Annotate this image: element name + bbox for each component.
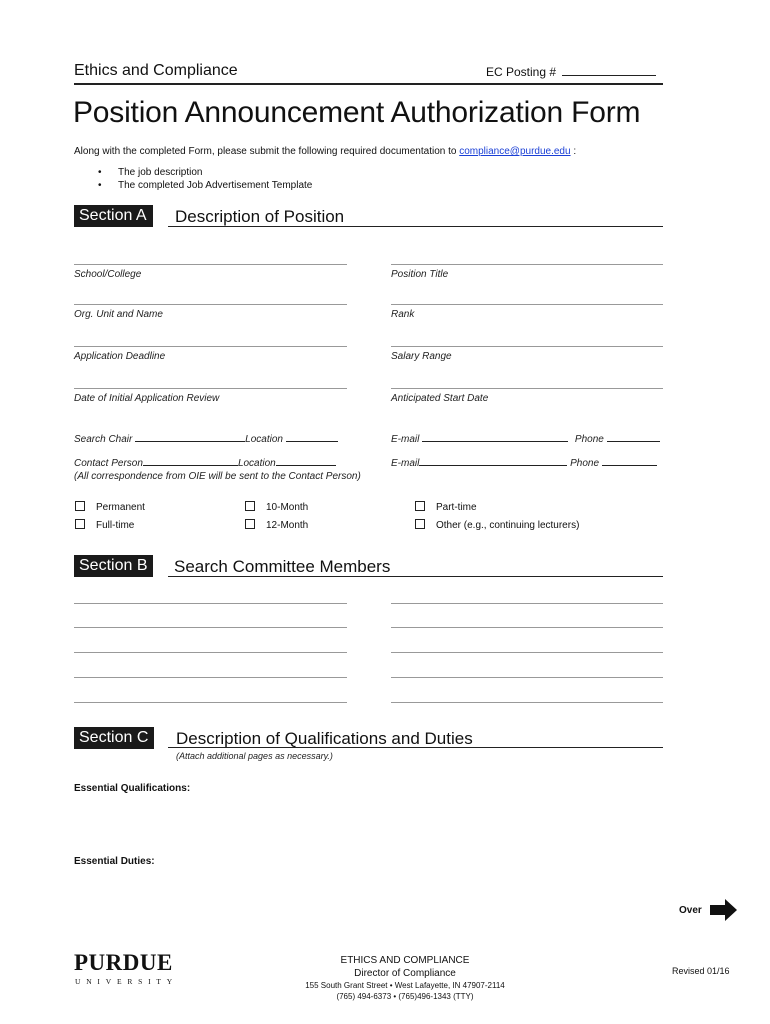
ec-posting-field[interactable] — [486, 65, 656, 79]
contact-email-label: E-mail — [391, 458, 420, 469]
school-college-label: School/College — [74, 269, 142, 280]
search-chair-location-blank[interactable] — [286, 431, 338, 442]
salary-range-line[interactable] — [391, 346, 663, 347]
search-chair-row[interactable] — [74, 431, 338, 445]
contact-phone-label: Phone — [570, 458, 600, 469]
ec-posting-label: EC Posting # — [486, 65, 557, 79]
over-label: Over — [679, 905, 702, 916]
footer-office: ETHICS AND COMPLIANCE — [340, 955, 470, 966]
search-chair-location-label: Location — [245, 434, 283, 445]
essential-qualifications-label: Essential Qualifications: — [74, 783, 191, 794]
contact-person-contact-row[interactable] — [391, 455, 657, 469]
committee-member-line[interactable] — [74, 677, 347, 678]
search-chair-phone-label: Phone — [574, 434, 604, 445]
committee-member-line[interactable] — [391, 627, 663, 628]
search-chair-blank[interactable] — [135, 431, 245, 442]
correspondence-note: (All correspondence from OIE will be sent to the Contact Person) — [74, 471, 361, 482]
other-checkbox[interactable] — [415, 519, 425, 529]
purdue-logo: PURDUE — [74, 950, 173, 975]
part-time-checkbox[interactable] — [415, 501, 425, 511]
purdue-logo-sub: UNIVERSITY — [75, 977, 178, 986]
position-title-label: Position Title — [391, 269, 449, 280]
committee-member-line[interactable] — [391, 603, 663, 604]
full-time-label: Full-time — [96, 520, 135, 531]
org-unit-label: Org. Unit and Name — [74, 309, 163, 320]
committee-member-line[interactable] — [391, 702, 663, 703]
search-chair-contact-row[interactable] — [391, 431, 660, 445]
twelve-month-label: 12-Month — [266, 520, 309, 531]
attach-pages-note: (Attach additional pages as necessary.) — [176, 751, 333, 761]
committee-member-line[interactable] — [74, 702, 347, 703]
search-chair-phone-blank[interactable] — [607, 431, 660, 442]
committee-member-line[interactable] — [74, 603, 347, 604]
contact-location-label: Location — [237, 458, 276, 469]
start-date-line[interactable] — [391, 388, 663, 389]
position-title-line[interactable] — [391, 264, 663, 265]
committee-member-line[interactable] — [391, 677, 663, 678]
list-item — [98, 167, 203, 178]
section-a-badge: Section A — [74, 205, 153, 227]
search-chair-email-label: E-mail — [391, 434, 420, 445]
section-c-badge: Section C — [74, 727, 154, 749]
part-time-label: Part-time — [436, 502, 477, 513]
list-item — [98, 180, 312, 191]
contact-person-label: Contact Person — [74, 458, 143, 469]
list-item-text: The job description — [118, 167, 203, 178]
section-b-rule — [168, 576, 663, 577]
application-deadline-label: Application Deadline — [74, 351, 166, 362]
right-arrow-icon — [710, 899, 738, 921]
twelve-month-checkbox[interactable] — [245, 519, 255, 529]
full-time-checkbox[interactable] — [75, 519, 85, 529]
department-name: Ethics and Compliance — [74, 62, 238, 79]
contact-person-row[interactable] — [74, 455, 336, 469]
intro-colon: : — [573, 146, 577, 157]
essential-duties-label: Essential Duties: — [74, 856, 155, 867]
ec-posting-blank[interactable] — [562, 65, 656, 76]
rank-line[interactable] — [391, 304, 663, 305]
search-chair-email-blank[interactable] — [422, 431, 568, 442]
start-date-label: Anticipated Start Date — [391, 393, 489, 404]
permanent-checkbox[interactable] — [75, 501, 85, 511]
rank-label: Rank — [391, 309, 415, 320]
contact-person-blank[interactable] — [143, 455, 238, 466]
page-title: Position Announcement Authorization Form — [73, 96, 641, 129]
committee-member-line[interactable] — [74, 627, 347, 628]
bullet-glyph: • — [98, 167, 102, 178]
ten-month-checkbox[interactable] — [245, 501, 255, 511]
committee-member-line[interactable] — [391, 652, 663, 653]
permanent-label: Permanent — [96, 502, 145, 513]
initial-review-label: Date of Initial Application Review — [74, 393, 220, 404]
org-unit-line[interactable] — [74, 304, 347, 305]
bullet-glyph: • — [98, 180, 102, 191]
footer-director: Director of Compliance — [354, 968, 456, 979]
other-label: Other (e.g., continuing lecturers) — [436, 520, 580, 531]
footer-phones: (765) 494-6373 • (765)496-1343 (TTY) — [336, 992, 474, 1001]
footer-address: 155 South Grant Street • West Lafayette, IN 47907-2114 — [305, 981, 505, 990]
section-b-title: Search Committee Members — [174, 557, 391, 576]
intro-sentence: Along with the completed Form, please submit the following required documentation to — [74, 146, 457, 157]
ten-month-label: 10-Month — [266, 502, 309, 513]
contact-email-blank[interactable] — [419, 455, 567, 466]
initial-review-line[interactable] — [74, 388, 347, 389]
section-c-title: Description of Qualifications and Duties — [176, 729, 473, 748]
compliance-email-link[interactable]: compliance@purdue.edu — [459, 146, 571, 157]
committee-member-line[interactable] — [74, 652, 347, 653]
revised-date: Revised 01/16 — [672, 966, 730, 976]
section-a-title: Description of Position — [175, 207, 345, 226]
section-c-rule — [168, 747, 663, 748]
section-a-rule — [168, 226, 663, 227]
intro-text — [74, 146, 576, 157]
list-item-text: The completed Job Advertisement Template — [118, 180, 313, 191]
search-chair-label: Search Chair — [74, 434, 133, 445]
school-college-line[interactable] — [74, 264, 347, 265]
header-rule — [74, 83, 663, 85]
salary-range-label: Salary Range — [391, 351, 452, 362]
application-deadline-line[interactable] — [74, 346, 347, 347]
contact-location-blank[interactable] — [276, 455, 336, 466]
contact-phone-blank[interactable] — [602, 455, 657, 466]
section-b-badge: Section B — [74, 555, 153, 577]
